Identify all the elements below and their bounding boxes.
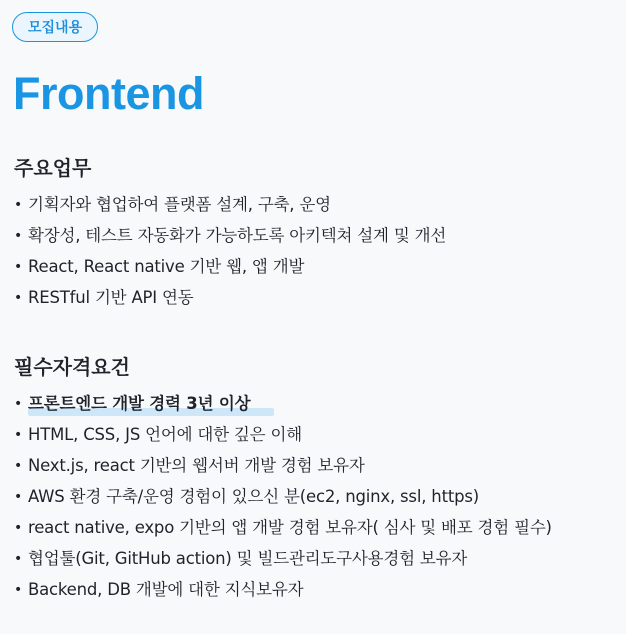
list-item: • React, React native 기반 웹, 앱 개발 — [14, 254, 620, 285]
list-item: • 확장성, 테스트 자동화가 가능하도록 아키텍쳐 설계 및 개선 — [14, 223, 620, 254]
list-item: • 협업툴(Git, GitHub action) 및 빌드관리도구사용경험 보유자 — [14, 546, 620, 577]
bullet-icon: • — [14, 582, 23, 598]
bullet-icon: • — [14, 520, 23, 536]
page-title: Frontend — [13, 68, 204, 119]
bullet-icon: • — [14, 290, 23, 306]
list-item: • AWS 환경 구축/운영 경험이 있으신 분(ec2, nginx, ssl, https) — [14, 484, 620, 515]
list-item: • Backend, DB 개발에 대한 지식보유자 — [14, 577, 620, 608]
duties-list — [14, 192, 620, 316]
bullet-icon: • — [14, 489, 23, 505]
list-item: • Next.js, react 기반의 웹서버 개발 경험 보유자 — [14, 453, 620, 484]
list-item: • react native, expo 기반의 앱 개발 경험 보유자( 심사 및 배포 경험 필수) — [14, 515, 620, 546]
bullet-icon: • — [14, 551, 23, 567]
bullet-icon: • — [14, 458, 23, 474]
section-heading-requirements: 필수자격요건 — [14, 355, 130, 379]
bullet-icon: • — [14, 259, 23, 275]
list-item: • RESTful 기반 API 연동 — [14, 285, 620, 316]
bullet-icon: • — [14, 427, 23, 443]
recruitment-badge: 모집내용 — [12, 12, 98, 42]
bullet-icon: • — [14, 228, 23, 244]
list-item-highlighted: • 프론트엔드 개발 경력 3년 이상 — [14, 391, 620, 422]
requirements-list — [14, 391, 620, 608]
list-item: • 기획자와 협업하여 플랫폼 설계, 구축, 운영 — [14, 192, 620, 223]
bullet-icon: • — [14, 396, 23, 412]
section-heading-duties: 주요업무 — [14, 156, 92, 180]
bullet-icon: • — [14, 197, 23, 213]
list-item: • HTML, CSS, JS 언어에 대한 깊은 이해 — [14, 422, 620, 453]
